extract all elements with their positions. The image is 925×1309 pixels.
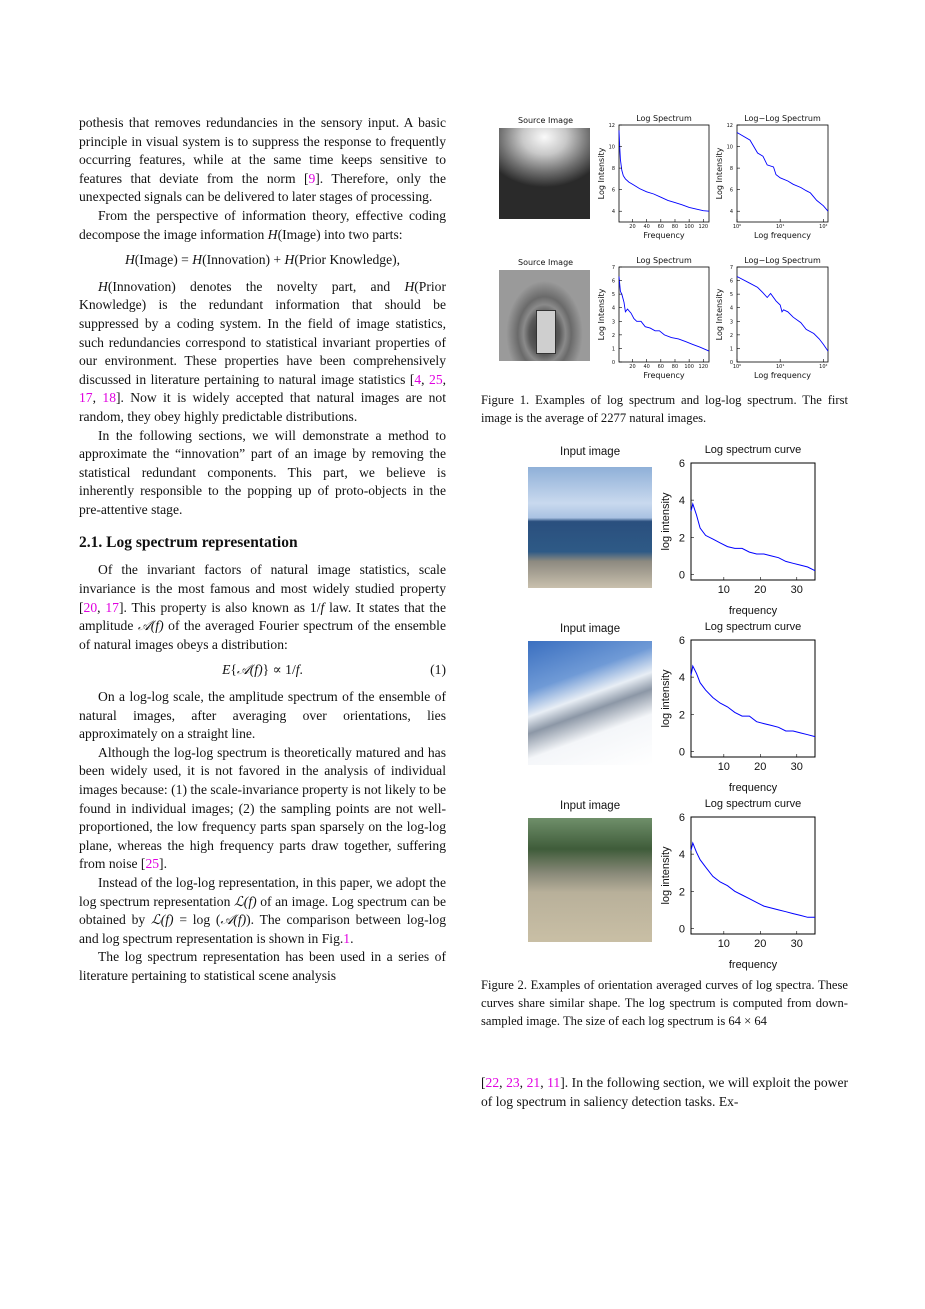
chart-title: Log Spectrum	[636, 114, 692, 123]
y-axis-label: log intensity	[660, 846, 672, 905]
y-tick-label: 2	[678, 886, 685, 899]
y-tick-label: 5	[611, 292, 615, 299]
right-column-text	[481, 1074, 848, 1111]
text-run: ,	[442, 371, 447, 387]
beach-sailboat-image	[528, 467, 652, 588]
math-symbol: ℒ(f)	[234, 893, 257, 909]
paragraph	[79, 278, 446, 427]
x-tick-label: 30	[790, 761, 803, 773]
x-axis-label: Log frequency	[754, 231, 811, 240]
text-run: In the following sections, we will demonstrate a method to approximate the “innovation” part of an image by removing the statistical redundant components. This part, we believe is inherently responsible to the popping up of proto-objects in the pre-attentive stage.	[79, 427, 446, 517]
y-tick-label: 6	[678, 812, 685, 824]
y-tick-label: 3	[729, 319, 733, 326]
data-line	[691, 504, 815, 571]
y-tick-label: 8	[611, 166, 615, 173]
text-run: ,	[97, 599, 106, 615]
text-run: ].	[159, 856, 167, 872]
y-tick-label: 6	[729, 187, 733, 194]
y-tick-label: 0	[729, 360, 733, 366]
plot-frame	[691, 640, 815, 757]
data-line	[619, 277, 709, 352]
y-axis-label: Log Intensity	[597, 147, 606, 200]
figure-1-caption: Figure 1. Examples of log spectrum and log-log spectrum. The first image is the average of 2277 natural images.	[481, 393, 848, 425]
input-image-label: Input image	[560, 623, 621, 635]
x-axis-label: frequency	[728, 959, 778, 971]
math-symbol: 𝒜(f)	[236, 662, 263, 678]
math-symbol: f	[295, 662, 300, 678]
section-heading	[79, 533, 446, 553]
x-tick-label: 40	[643, 224, 650, 230]
plot-frame	[619, 267, 709, 362]
paragraph	[79, 561, 446, 654]
door-shape	[536, 310, 556, 354]
y-axis-label: Log Intensity	[715, 288, 724, 341]
text-run: 2.1. Log spectrum representation	[79, 534, 298, 552]
citation-link[interactable]: 17	[79, 390, 93, 406]
citation-link[interactable]: 4	[414, 371, 422, 387]
y-tick-label: 6	[729, 278, 733, 285]
equation	[79, 661, 446, 680]
paragraph	[79, 874, 446, 948]
x-tick-label: 20	[754, 584, 767, 596]
x-tick-label: 80	[671, 224, 679, 230]
data-line	[737, 277, 828, 352]
text-run: On a log-log scale, the amplitude spectrum of the ensemble of natural images, after averaging over orientations, lies approximately on a straight line.	[79, 689, 446, 742]
y-tick-label: 4	[729, 209, 733, 216]
y-tick-label: 2	[678, 532, 685, 545]
chart-title: Log spectrum curve	[704, 798, 802, 810]
x-tick-label: 10²	[819, 224, 828, 230]
paragraph	[79, 114, 446, 207]
x-tick-label: 10	[717, 938, 730, 950]
text-run: ,	[92, 390, 103, 406]
math-symbol: H	[284, 252, 295, 268]
citation-link[interactable]: 9	[308, 170, 316, 186]
y-tick-label: 6	[611, 187, 615, 194]
text-run: ). The comparison between log-log and log spectrum representation is shown in Fig.	[79, 912, 446, 946]
math-symbol: f	[320, 599, 325, 615]
y-tick-label: 4	[678, 672, 685, 685]
x-tick-label: 20	[754, 761, 767, 773]
paragraph	[79, 427, 446, 520]
text-run: ]. Now it is widely accepted that natural images are not random, they obey highly predictable distributions.	[79, 390, 447, 424]
y-tick-label: 7	[729, 265, 733, 271]
y-tick-label: 0	[678, 746, 685, 759]
x-tick-label: 10	[717, 584, 730, 596]
y-tick-label: 0	[678, 923, 685, 936]
text-run: ,	[519, 1075, 527, 1090]
text-run: Of the invariant factors of natural image statistics, scale invariance is the most famous and most widely studied property [	[79, 562, 446, 615]
y-tick-label: 0	[611, 360, 615, 366]
math-symbol: H	[404, 278, 415, 294]
x-axis-label: frequency	[728, 605, 778, 617]
x-tick-label: 10²	[819, 364, 828, 370]
x-tick-label: 120	[698, 364, 709, 370]
text-run: Although the log-log spectrum is theoretically matured and has been widely used, it is not favored in the analysis of individual images because: (1) the scale-invariance property is not likely to be found in individual images; (2) the sampling points are not well-proportioned, the low frequency parts span sparsely on the log-log plane, whereas the high frequency parts draw together, suffering from noise [	[79, 744, 446, 872]
chart-title: Log Spectrum	[636, 256, 692, 265]
y-tick-label: 12	[608, 123, 615, 129]
snowy-mountain-skiers-image	[528, 641, 652, 765]
paragraph	[79, 688, 446, 744]
y-axis-label: Log Intensity	[597, 288, 606, 341]
text-run: (Prior Knowledge) is the redundant information that should be suppressed by a coding system. In the field of image statistics, such redundancies correspond to statistical invariant properties of our environment. These properties have been comprehensively discussed in literature pertaining to natural image statistics [	[79, 278, 446, 387]
y-tick-label: 4	[611, 305, 615, 312]
x-tick-label: 30	[790, 938, 803, 950]
y-tick-label: 10	[608, 144, 615, 151]
x-tick-label: 10¹	[775, 224, 785, 230]
chart-6	[660, 621, 815, 794]
text-run: ]. Therefore, only the unexpected signals can be delivered to later stages of processing.	[79, 170, 446, 205]
plot-frame	[691, 463, 815, 580]
citation-link[interactable]: 23	[506, 1075, 520, 1090]
y-axis-label: Log Intensity	[715, 147, 724, 200]
chart-3	[597, 256, 709, 380]
y-tick-label: 2	[729, 332, 733, 339]
y-tick-label: 1	[611, 346, 615, 353]
citation-link[interactable]: 11	[547, 1075, 561, 1090]
text-run: (Image) =	[134, 252, 193, 268]
y-tick-label: 7	[611, 265, 615, 271]
x-tick-label: 10⁰	[732, 224, 742, 230]
text-run: ,	[499, 1075, 507, 1090]
x-tick-label: 40	[643, 364, 650, 370]
x-axis-label: frequency	[728, 782, 778, 794]
input-image-label: Input image	[560, 800, 621, 812]
citation-link[interactable]: 22	[485, 1075, 500, 1090]
average-natural-image	[499, 128, 590, 219]
plot-frame	[619, 125, 709, 222]
plot-frame	[737, 125, 828, 222]
math-symbol: E	[222, 662, 231, 678]
citation-link[interactable]: 20	[83, 599, 98, 615]
chart-title: Log−Log Spectrum	[744, 256, 821, 265]
x-tick-label: 30	[790, 584, 803, 596]
paragraph	[481, 1074, 848, 1111]
text-run: From the perspective of information theory, effective coding decompose the image information	[79, 207, 446, 242]
x-tick-label: 60	[657, 364, 664, 370]
x-tick-label: 20	[629, 364, 636, 370]
x-tick-label: 20	[629, 224, 636, 230]
y-tick-label: 1	[729, 346, 733, 353]
chart-1	[597, 114, 709, 240]
x-tick-label: 20	[754, 938, 767, 950]
citation-link[interactable]: 25	[429, 371, 443, 387]
citation-link[interactable]: 17	[105, 599, 119, 615]
text-run: pothesis that removes redundancies in the sensory input. A basic principle in visual system is to suppress the response to frequently occurring features, while at the same time keeps sensitive to features that deviate from the norm [	[79, 115, 446, 186]
x-tick-label: 10	[717, 761, 730, 773]
text-run: {	[230, 662, 237, 678]
y-tick-label: 10	[726, 144, 733, 151]
citation-link[interactable]: 21	[526, 1075, 541, 1090]
y-tick-label: 12	[726, 123, 733, 129]
y-tick-label: 8	[729, 166, 733, 173]
text-run: = log (	[173, 912, 221, 928]
plot-frame	[691, 817, 815, 934]
left-column	[79, 114, 446, 986]
data-line	[737, 133, 828, 212]
text-run: ]. In the following section, we will exploit the power of log spectrum in saliency detection tasks. Ex-	[481, 1075, 848, 1109]
building-entrance-image	[499, 270, 590, 361]
text-run: law. It states that the amplitude	[79, 599, 446, 634]
y-tick-label: 2	[611, 332, 615, 339]
equation	[79, 251, 446, 270]
math-symbol: H	[124, 252, 135, 268]
y-tick-label: 0	[678, 569, 685, 582]
y-tick-label: 3	[611, 319, 615, 326]
chart-title: Log spectrum curve	[704, 444, 802, 456]
source-image-label: Source Image	[518, 116, 574, 125]
text-run: The log spectrum representation has been used in a series of literature pertaining to statistical scene analysis	[79, 949, 446, 983]
math-symbol: 𝒜(f)	[220, 912, 247, 928]
text-run: of the averaged Fourier spectrum of the ensemble of natural images obeys a distribution:	[79, 618, 446, 652]
x-tick-label: 120	[698, 224, 709, 230]
math-symbol: H	[98, 278, 108, 294]
math-symbol: H	[267, 226, 278, 242]
citation-link[interactable]: 25	[145, 856, 160, 872]
y-axis-label: log intensity	[660, 492, 672, 551]
paragraph	[79, 744, 446, 874]
paragraph	[79, 948, 446, 985]
chart-2	[715, 114, 828, 240]
figure-2-caption: Figure 2. Examples of orientation averaged curves of log spectra. These curves share similar shape. The log spectrum is computed from down-sampled image. The size of each log spectrum is 64 × 64	[481, 978, 848, 1028]
math-symbol: H	[192, 252, 203, 268]
text-run: (Innovation) denotes the novelty part, and	[107, 278, 405, 294]
y-tick-label: 6	[678, 635, 685, 647]
text-run: [	[481, 1075, 486, 1090]
x-tick-label: 100	[684, 364, 694, 370]
y-tick-label: 4	[729, 305, 733, 312]
text-run: (Prior Knowledge),	[294, 252, 401, 268]
data-line	[619, 130, 709, 211]
text-run: of an image. Log spectrum can be obtained by	[79, 893, 447, 928]
x-tick-label: 10¹	[775, 364, 785, 370]
paragraph	[79, 207, 446, 244]
y-tick-label: 5	[729, 292, 733, 299]
data-line	[691, 843, 815, 917]
data-line	[691, 666, 815, 737]
x-tick-label: 10⁰	[732, 364, 742, 370]
text-run: Instead of the log-log representation, in this paper, we adopt the log spectrum representation	[79, 874, 446, 909]
text-run: ,	[421, 371, 430, 387]
source-image-label: Source Image	[518, 258, 574, 267]
text-run: .	[299, 662, 303, 678]
x-tick-label: 60	[657, 224, 664, 230]
y-tick-label: 4	[678, 495, 685, 508]
y-tick-label: 6	[678, 458, 685, 470]
x-axis-label: Frequency	[643, 231, 685, 240]
math-symbol: 𝒜(f)	[137, 618, 164, 634]
text-run: ,	[540, 1075, 548, 1090]
citation-link[interactable]: 1	[343, 930, 351, 946]
y-axis-label: log intensity	[660, 669, 672, 728]
y-tick-label: 2	[678, 709, 685, 722]
chart-4	[715, 256, 828, 380]
text-run: (Image) into two parts:	[277, 226, 403, 242]
y-tick-label: 6	[611, 278, 615, 285]
x-tick-label: 100	[684, 224, 694, 230]
x-axis-label: Frequency	[643, 371, 685, 380]
plot-frame	[737, 267, 828, 362]
y-tick-label: 4	[611, 209, 615, 216]
equation-number: (1)	[430, 662, 446, 678]
city-street-cars-image	[528, 818, 652, 942]
math-symbol: ℒ(f)	[150, 912, 174, 928]
x-axis-label: Log frequency	[754, 371, 811, 380]
chart-7	[660, 798, 815, 971]
text-run: } ∝ 1/	[262, 662, 296, 678]
text-run: .	[350, 930, 354, 946]
chart-5	[660, 444, 815, 617]
chart-title: Log spectrum curve	[704, 621, 802, 633]
chart-title: Log−Log Spectrum	[744, 114, 821, 123]
input-image-label: Input image	[560, 446, 621, 458]
text-run: (Innovation) +	[202, 252, 285, 268]
x-tick-label: 80	[671, 364, 679, 370]
text-run: ]. This property is also known as 1/	[118, 599, 321, 615]
citation-link[interactable]: 18	[102, 390, 116, 406]
y-tick-label: 4	[678, 849, 685, 862]
